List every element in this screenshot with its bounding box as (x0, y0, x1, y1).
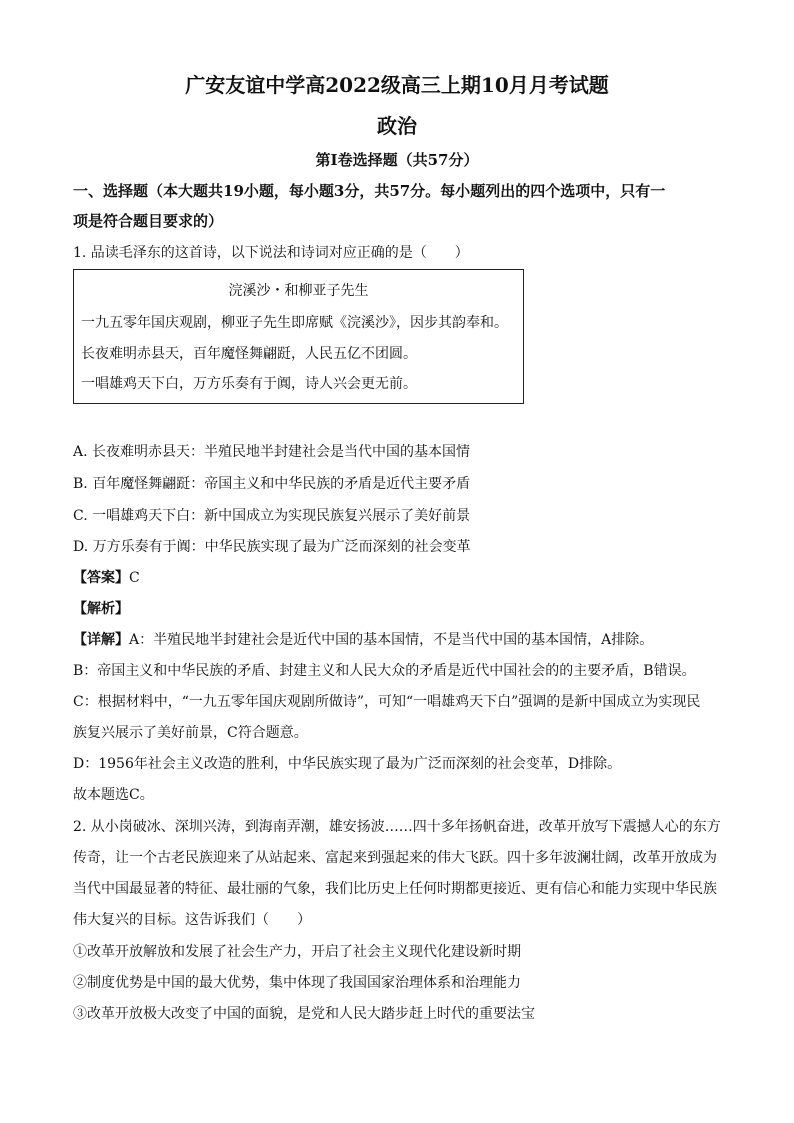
q1-answer (73, 568, 140, 588)
q2-stem-line: 伟大复兴的目标。这告诉我们（ ） (73, 912, 311, 928)
poem-line: 一唱雄鸡天下白，万方乐奏有于阗，诗人兴会更无前。 (81, 376, 417, 392)
q1-stem: 1. 品读毛泽东的这首诗，以下说法和诗词对应正确的是（ ） (73, 245, 469, 261)
q2-stem-line: 2. 从小岗破冰、深圳兴涛，到海南弄潮，雄安扬波……四十多年扬帆奋进，改革开放写下震撼人心的东方 (73, 819, 721, 835)
q1-explanation-line: 族复兴展示了美好前景，C符合题意。 (73, 725, 308, 741)
q1-explanation-line: D：1956年社会主义改造的胜利，中华民族实现了最为广泛而深刻的社会变革，D排除。 (73, 756, 622, 772)
q2-stem-line: 当代中国最显著的特征、最壮丽的气象，我们比历史上任何时期都更接近、更有信心和能力实现中华民族 (73, 881, 717, 897)
q2-item-1: ①改革开放解放和发展了社会生产力，开启了社会主义现代化建设新时期 (73, 944, 521, 960)
q1-option-d: D. 万方乐奏有于阗：中华民族实现了最为广泛而深刻的社会变革 (73, 539, 471, 555)
q2-item-3: ③改革开放极大改变了中国的面貌，是党和人民大踏步赶上时代的重要法宝 (73, 1006, 535, 1022)
q1-option-c: C. 一唱雄鸡天下白：新中国成立为实现民族复兴展示了美好前景 (73, 508, 471, 524)
q1-explanation-line: C：根据材料中，“一九五零年国庆观剧所做诗”，可知“一唱雄鸡天下白”强调的是新中国成立为实现民 (73, 694, 701, 710)
exam-title: 广安友谊中学高2022级高三上期10月月考试题 (185, 73, 609, 97)
poem-title: 浣溪沙・和柳亚子先生 (228, 283, 369, 299)
answer-value: C (129, 570, 140, 586)
q1-option-a: A. 长夜难明赤县天：半殖民地半封建社会是当代中国的基本国情 (73, 444, 471, 460)
section-heading-line1: 一、选择题（本大题共19小题，每小题3分，共57分。每小题列出的四个选项中，只有一 (73, 182, 666, 200)
answer-label: 【答案】 (73, 570, 129, 586)
poem-line: 一九五零年国庆观剧，柳亚子先生即席赋《浣溪沙》，因步其韵奉和。 (81, 315, 508, 331)
q1-explanation-line (73, 630, 653, 650)
subject-title: 政治 (377, 114, 417, 138)
q2-item-2: ②制度优势是中国的最大优势，集中体现了我国国家治理体系和治理能力 (73, 975, 521, 991)
analysis-label: 【解析】 (73, 601, 129, 617)
q2-stem-line: 传奇，让一个古老民族迎来了从站起来、富起来到强起来的伟大飞跃。四十多年波澜壮阔，改革开放成为 (73, 850, 717, 866)
q1-option-b: B. 百年魔怪舞翩跹：帝国主义和中华民族的矛盾是近代主要矛盾 (73, 476, 471, 492)
volume-heading: 第Ⅰ卷选择题（共57分） (315, 151, 479, 169)
section-heading-line2: 项是符合题目要求的） (73, 212, 224, 230)
q1-explanation-line: 故本题选C。 (73, 787, 154, 803)
q1-explanation-line: B：帝国主义和中华民族的矛盾、封建主义和人民大众的矛盾是近代中国社会的的主要矛盾，B错误。 (73, 663, 696, 679)
detail-label: 【详解】 (73, 632, 129, 648)
explanation-text: A：半殖民地半封建社会是近代中国的基本国情，不是当代中国的基本国情，A排除。 (129, 632, 654, 648)
poem-line: 长夜难明赤县天，百年魔怪舞翩跹，人民五亿不团圆。 (81, 346, 417, 362)
poem-box (73, 269, 524, 404)
